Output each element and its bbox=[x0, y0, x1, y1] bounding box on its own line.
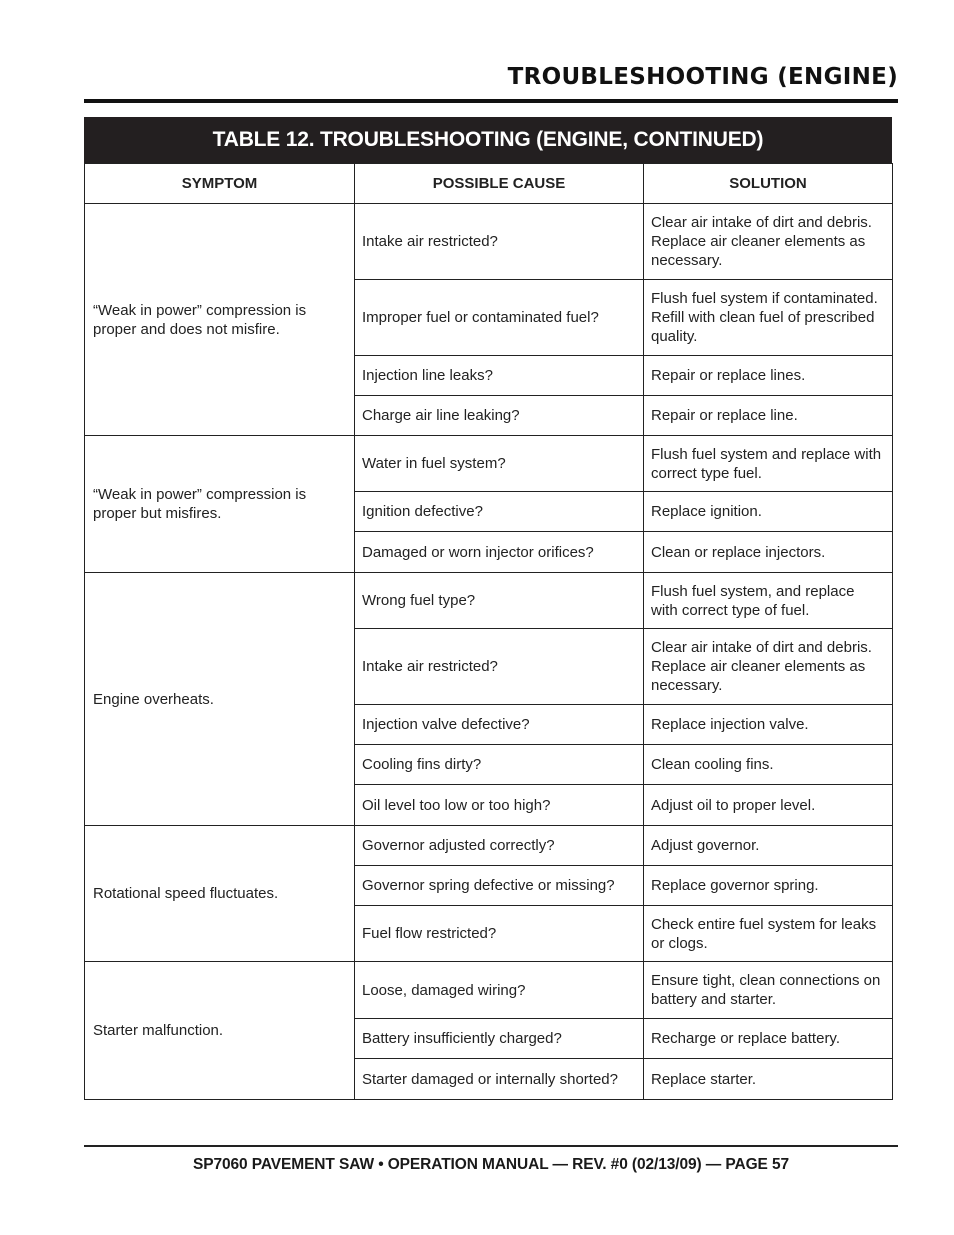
table-row bbox=[85, 962, 893, 1019]
solution-cell: Flush fuel system if contaminated. Refill with clean fuel of prescribed quality. bbox=[644, 280, 893, 356]
header-solution: SOLUTION bbox=[644, 164, 893, 204]
cause-cell: Starter damaged or internally shorted? bbox=[355, 1059, 644, 1100]
page-title: TROUBLESHOOTING (ENGINE) bbox=[507, 64, 898, 90]
cause-cell: Intake air restricted? bbox=[355, 629, 644, 705]
header-rule bbox=[84, 99, 898, 103]
symptom-cell: “Weak in power” compression is proper and does not misfire. bbox=[85, 204, 355, 436]
troubleshooting-table-container bbox=[84, 117, 892, 1100]
header-symptom: SYMPTOM bbox=[85, 164, 355, 204]
page-header bbox=[84, 62, 898, 102]
solution-cell: Clean or replace injectors. bbox=[644, 532, 893, 573]
solution-cell: Ensure tight, clean connections on battery and starter. bbox=[644, 962, 893, 1019]
cause-cell: Damaged or worn injector orifices? bbox=[355, 532, 644, 573]
cause-cell: Injection valve defective? bbox=[355, 705, 644, 745]
solution-cell: Repair or replace line. bbox=[644, 396, 893, 436]
solution-cell: Flush fuel system and replace with correct type fuel. bbox=[644, 436, 893, 492]
cause-cell: Wrong fuel type? bbox=[355, 573, 644, 629]
solution-cell: Replace ignition. bbox=[644, 492, 893, 532]
table-row bbox=[85, 436, 893, 492]
footer-rule bbox=[84, 1145, 898, 1147]
table-row bbox=[85, 204, 893, 280]
cause-cell: Injection line leaks? bbox=[355, 356, 644, 396]
solution-cell: Clear air intake of dirt and debris. Replace air cleaner elements as necessary. bbox=[644, 629, 893, 705]
table-header-row bbox=[85, 164, 893, 204]
table-row bbox=[85, 826, 893, 866]
table-row bbox=[85, 573, 893, 629]
solution-cell: Check entire fuel system for leaks or clogs. bbox=[644, 906, 893, 962]
solution-cell: Recharge or replace battery. bbox=[644, 1019, 893, 1059]
symptom-cell: Rotational speed fluctuates. bbox=[85, 826, 355, 962]
solution-cell: Adjust governor. bbox=[644, 826, 893, 866]
symptom-cell: Starter malfunction. bbox=[85, 962, 355, 1100]
cause-cell: Battery insufficiently charged? bbox=[355, 1019, 644, 1059]
solution-cell: Repair or replace lines. bbox=[644, 356, 893, 396]
solution-cell: Replace starter. bbox=[644, 1059, 893, 1100]
cause-cell: Ignition defective? bbox=[355, 492, 644, 532]
cause-cell: Intake air restricted? bbox=[355, 204, 644, 280]
symptom-cell: Engine overheats. bbox=[85, 573, 355, 826]
cause-cell: Governor spring defective or missing? bbox=[355, 866, 644, 906]
solution-cell: Replace governor spring. bbox=[644, 866, 893, 906]
cause-cell: Water in fuel system? bbox=[355, 436, 644, 492]
cause-cell: Oil level too low or too high? bbox=[355, 785, 644, 826]
solution-cell: Clear air intake of dirt and debris. Replace air cleaner elements as necessary. bbox=[644, 204, 893, 280]
solution-cell: Replace injection valve. bbox=[644, 705, 893, 745]
solution-cell: Flush fuel system, and replace with correct type of fuel. bbox=[644, 573, 893, 629]
page-footer: SP7060 PAVEMENT SAW • OPERATION MANUAL — REV. #0 (02/13/09) — PAGE 57 bbox=[192, 1156, 790, 1173]
symptom-cell: “Weak in power” compression is proper but misfires. bbox=[85, 436, 355, 573]
cause-cell: Charge air line leaking? bbox=[355, 396, 644, 436]
solution-cell: Adjust oil to proper level. bbox=[644, 785, 893, 826]
cause-cell: Improper fuel or contaminated fuel? bbox=[355, 280, 644, 356]
table-title: TABLE 12. TROUBLESHOOTING (ENGINE, CONTINUED) bbox=[84, 117, 892, 163]
cause-cell: Cooling fins dirty? bbox=[355, 745, 644, 785]
cause-cell: Governor adjusted correctly? bbox=[355, 826, 644, 866]
cause-cell: Loose, damaged wiring? bbox=[355, 962, 644, 1019]
cause-cell: Fuel flow restricted? bbox=[355, 906, 644, 962]
solution-cell: Clean cooling fins. bbox=[644, 745, 893, 785]
header-possible-cause: POSSIBLE CAUSE bbox=[355, 164, 644, 204]
troubleshooting-table bbox=[84, 163, 893, 1100]
